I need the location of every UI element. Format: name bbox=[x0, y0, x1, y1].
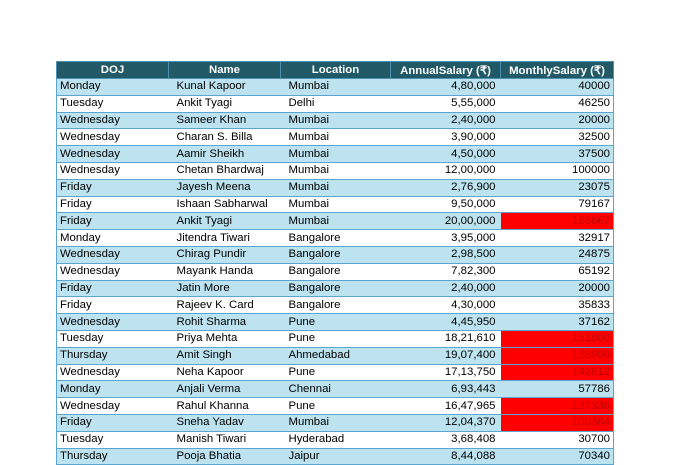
cell-location[interactable]: Jaipur bbox=[281, 448, 391, 465]
cell-monthly-salary[interactable]: 20000 bbox=[501, 112, 614, 129]
cell-location[interactable]: Bangalore bbox=[281, 280, 391, 297]
table-row[interactable] bbox=[57, 112, 614, 129]
column-header-monthly-salary[interactable]: MonthlySalary (₹) bbox=[501, 62, 614, 79]
cell-annual-salary[interactable]: 2,40,000 bbox=[391, 112, 501, 129]
cell-name[interactable]: Chirag Pundir bbox=[169, 246, 281, 263]
table-row[interactable] bbox=[57, 398, 614, 415]
cell-monthly-salary[interactable]: 37162 bbox=[501, 314, 614, 331]
cell-doj[interactable]: Wednesday bbox=[57, 364, 169, 381]
table-row[interactable] bbox=[57, 146, 614, 163]
cell-annual-salary[interactable]: 16,47,965 bbox=[391, 398, 501, 415]
cell-name[interactable]: Rajeev K. Card bbox=[169, 297, 281, 314]
cell-name[interactable]: Jatin More bbox=[169, 280, 281, 297]
cell-doj[interactable]: Tuesday bbox=[57, 431, 169, 448]
cell-monthly-salary[interactable]: 32917 bbox=[501, 230, 614, 247]
cell-name[interactable]: Amit Singh bbox=[169, 347, 281, 364]
cell-annual-salary[interactable]: 2,98,500 bbox=[391, 246, 501, 263]
cell-doj[interactable]: Thursday bbox=[57, 347, 169, 364]
cell-name[interactable]: Ishaan Sabharwal bbox=[169, 196, 281, 213]
cell-location[interactable]: Mumbai bbox=[281, 112, 391, 129]
cell-doj[interactable]: Friday bbox=[57, 414, 169, 431]
cell-monthly-salary[interactable]: 20000 bbox=[501, 280, 614, 297]
cell-name[interactable]: Aamir Sheikh bbox=[169, 146, 281, 163]
column-header-name[interactable]: Name bbox=[169, 62, 281, 79]
cell-annual-salary[interactable]: 7,82,300 bbox=[391, 263, 501, 280]
cell-monthly-salary[interactable]: 24875 bbox=[501, 246, 614, 263]
cell-name[interactable]: Neha Kapoor bbox=[169, 364, 281, 381]
table-row[interactable] bbox=[57, 179, 614, 196]
cell-doj[interactable]: Friday bbox=[57, 179, 169, 196]
header-row bbox=[57, 62, 614, 79]
cell-annual-salary[interactable]: 5,55,000 bbox=[391, 95, 501, 112]
cell-location[interactable]: Mumbai bbox=[281, 179, 391, 196]
salary-table-container bbox=[56, 61, 613, 465]
cell-location[interactable]: Bangalore bbox=[281, 230, 391, 247]
cell-doj[interactable]: Friday bbox=[57, 213, 169, 230]
cell-name[interactable]: Anjali Verma bbox=[169, 381, 281, 398]
cell-location[interactable]: Chennai bbox=[281, 381, 391, 398]
cell-annual-salary[interactable]: 4,45,950 bbox=[391, 314, 501, 331]
cell-doj[interactable]: Wednesday bbox=[57, 314, 169, 331]
cell-monthly-salary[interactable]: 142812 bbox=[501, 364, 614, 381]
cell-annual-salary[interactable]: 9,50,000 bbox=[391, 196, 501, 213]
cell-monthly-salary[interactable]: 70340 bbox=[501, 448, 614, 465]
cell-location[interactable]: Delhi bbox=[281, 95, 391, 112]
table-row[interactable] bbox=[57, 246, 614, 263]
cell-monthly-salary[interactable]: 37500 bbox=[501, 146, 614, 163]
cell-annual-salary[interactable]: 3,95,000 bbox=[391, 230, 501, 247]
cell-monthly-salary[interactable]: 57786 bbox=[501, 381, 614, 398]
cell-location[interactable]: Mumbai bbox=[281, 213, 391, 230]
cell-monthly-salary[interactable]: 79167 bbox=[501, 196, 614, 213]
cell-annual-salary[interactable]: 19,07,400 bbox=[391, 347, 501, 364]
salary-table bbox=[56, 61, 614, 465]
cell-annual-salary[interactable]: 20,00,000 bbox=[391, 213, 501, 230]
cell-monthly-salary[interactable]: 40000 bbox=[501, 79, 614, 96]
table-row[interactable] bbox=[57, 297, 614, 314]
cell-monthly-salary[interactable]: 46250 bbox=[501, 95, 614, 112]
cell-monthly-salary[interactable]: 30700 bbox=[501, 431, 614, 448]
cell-doj[interactable]: Friday bbox=[57, 196, 169, 213]
cell-name[interactable]: Mayank Handa bbox=[169, 263, 281, 280]
cell-annual-salary[interactable]: 12,04,370 bbox=[391, 414, 501, 431]
cell-location[interactable]: Mumbai bbox=[281, 414, 391, 431]
cell-name[interactable]: Chetan Bhardwaj bbox=[169, 162, 281, 179]
cell-doj[interactable]: Tuesday bbox=[57, 330, 169, 347]
table-row[interactable] bbox=[57, 129, 614, 146]
table-row[interactable] bbox=[57, 364, 614, 381]
cell-location[interactable]: Pune bbox=[281, 364, 391, 381]
cell-name[interactable]: Rohit Sharma bbox=[169, 314, 281, 331]
cell-annual-salary[interactable]: 8,44,088 bbox=[391, 448, 501, 465]
cell-name[interactable]: Charan S. Billa bbox=[169, 129, 281, 146]
cell-doj[interactable]: Wednesday bbox=[57, 263, 169, 280]
column-header-location[interactable]: Location bbox=[281, 62, 391, 79]
cell-doj[interactable]: Wednesday bbox=[57, 112, 169, 129]
cell-name[interactable]: Rahul Khanna bbox=[169, 398, 281, 415]
cell-monthly-salary[interactable]: 65192 bbox=[501, 263, 614, 280]
cell-doj[interactable]: Friday bbox=[57, 297, 169, 314]
cell-location[interactable]: Hyderabad bbox=[281, 431, 391, 448]
cell-doj[interactable]: Monday bbox=[57, 381, 169, 398]
table-row[interactable] bbox=[57, 330, 614, 347]
cell-doj[interactable]: Wednesday bbox=[57, 129, 169, 146]
cell-doj[interactable]: Friday bbox=[57, 280, 169, 297]
table-row[interactable] bbox=[57, 414, 614, 431]
table-row[interactable] bbox=[57, 448, 614, 465]
cell-doj[interactable]: Tuesday bbox=[57, 95, 169, 112]
cell-location[interactable]: Mumbai bbox=[281, 146, 391, 163]
cell-annual-salary[interactable]: 4,80,000 bbox=[391, 79, 501, 96]
cell-monthly-salary[interactable]: 100000 bbox=[501, 162, 614, 179]
cell-location[interactable]: Pune bbox=[281, 330, 391, 347]
table-body bbox=[57, 79, 614, 465]
cell-location[interactable]: Bangalore bbox=[281, 297, 391, 314]
cell-monthly-salary[interactable]: 158950 bbox=[501, 347, 614, 364]
column-header-doj[interactable]: DOJ bbox=[57, 62, 169, 79]
cell-monthly-salary[interactable]: 35833 bbox=[501, 297, 614, 314]
cell-location[interactable]: Bangalore bbox=[281, 246, 391, 263]
table-row[interactable] bbox=[57, 79, 614, 96]
cell-name[interactable]: Sameer Khan bbox=[169, 112, 281, 129]
cell-annual-salary[interactable]: 4,50,000 bbox=[391, 146, 501, 163]
cell-doj[interactable]: Wednesday bbox=[57, 146, 169, 163]
cell-annual-salary[interactable]: 3,90,000 bbox=[391, 129, 501, 146]
cell-location[interactable]: Bangalore bbox=[281, 263, 391, 280]
column-header-annual-salary[interactable]: AnnualSalary (₹) bbox=[391, 62, 501, 79]
cell-location[interactable]: Ahmedabad bbox=[281, 347, 391, 364]
cell-monthly-salary[interactable]: 23075 bbox=[501, 179, 614, 196]
cell-monthly-salary[interactable]: 32500 bbox=[501, 129, 614, 146]
cell-name[interactable]: Ankit Tyagi bbox=[169, 95, 281, 112]
cell-location[interactable]: Mumbai bbox=[281, 196, 391, 213]
cell-location[interactable]: Mumbai bbox=[281, 79, 391, 96]
cell-monthly-salary[interactable]: 151800 bbox=[501, 330, 614, 347]
cell-doj[interactable]: Wednesday bbox=[57, 398, 169, 415]
cell-name[interactable]: Jitendra Tiwari bbox=[169, 230, 281, 247]
table-row[interactable] bbox=[57, 162, 614, 179]
cell-location[interactable]: Pune bbox=[281, 314, 391, 331]
cell-annual-salary[interactable]: 12,00,000 bbox=[391, 162, 501, 179]
cell-name[interactable]: Priya Mehta bbox=[169, 330, 281, 347]
table-row[interactable] bbox=[57, 263, 614, 280]
table-row[interactable] bbox=[57, 196, 614, 213]
cell-doj[interactable]: Monday bbox=[57, 230, 169, 247]
cell-location[interactable]: Mumbai bbox=[281, 162, 391, 179]
cell-name[interactable]: Jayesh Meena bbox=[169, 179, 281, 196]
cell-annual-salary[interactable]: 2,40,000 bbox=[391, 280, 501, 297]
cell-monthly-salary[interactable]: 100364 bbox=[501, 414, 614, 431]
cell-doj[interactable]: Thursday bbox=[57, 448, 169, 465]
cell-annual-salary[interactable]: 18,21,610 bbox=[391, 330, 501, 347]
cell-annual-salary[interactable]: 4,30,000 bbox=[391, 297, 501, 314]
cell-name[interactable]: Manish Tiwari bbox=[169, 431, 281, 448]
cell-annual-salary[interactable]: 3,68,408 bbox=[391, 431, 501, 448]
cell-name[interactable]: Sneha Yadav bbox=[169, 414, 281, 431]
cell-name[interactable]: Pooja Bhatia bbox=[169, 448, 281, 465]
table-row[interactable] bbox=[57, 314, 614, 331]
cell-name[interactable]: Ankit Tyagi bbox=[169, 213, 281, 230]
table-row[interactable] bbox=[57, 213, 614, 230]
cell-annual-salary[interactable]: 6,93,443 bbox=[391, 381, 501, 398]
table-row[interactable] bbox=[57, 347, 614, 364]
table-row[interactable] bbox=[57, 280, 614, 297]
table-row[interactable] bbox=[57, 230, 614, 247]
cell-name[interactable]: Kunal Kapoor bbox=[169, 79, 281, 96]
cell-monthly-salary[interactable]: 166667 bbox=[501, 213, 614, 230]
cell-doj[interactable]: Monday bbox=[57, 79, 169, 96]
cell-doj[interactable]: Wednesday bbox=[57, 246, 169, 263]
table-row[interactable] bbox=[57, 95, 614, 112]
cell-monthly-salary[interactable]: 137330 bbox=[501, 398, 614, 415]
cell-location[interactable]: Pune bbox=[281, 398, 391, 415]
cell-location[interactable]: Mumbai bbox=[281, 129, 391, 146]
table-row[interactable] bbox=[57, 431, 614, 448]
table-row[interactable] bbox=[57, 381, 614, 398]
cell-annual-salary[interactable]: 17,13,750 bbox=[391, 364, 501, 381]
cell-doj[interactable]: Wednesday bbox=[57, 162, 169, 179]
cell-annual-salary[interactable]: 2,76,900 bbox=[391, 179, 501, 196]
